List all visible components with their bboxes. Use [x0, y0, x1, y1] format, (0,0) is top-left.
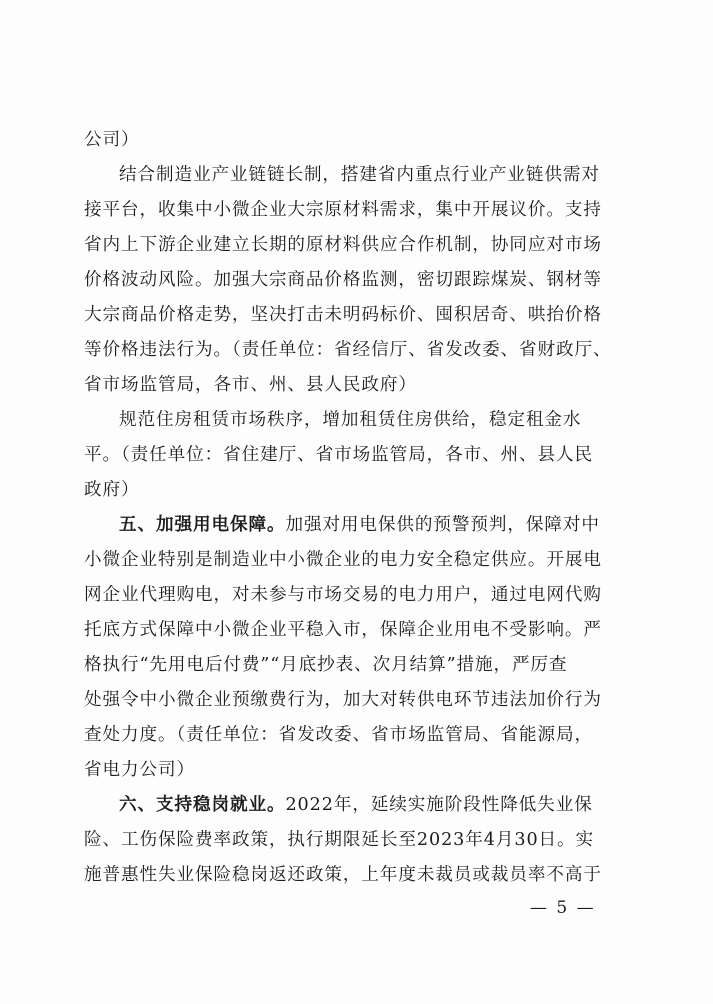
text-line: 施普惠性失业保险稳岗返还政策，上年度未裁员或裁员率不高于	[84, 865, 602, 885]
text-line: 平。（责任单位：省住建厅、省市场监管局，各市、州、县人民	[84, 445, 594, 465]
page-number: — 5 —	[530, 898, 596, 918]
text-line: 省市场监管局，各市、州、县人民政府）	[84, 375, 417, 395]
text-line: 等价格违法行为。（责任单位：省经信厅、省发改委、省财政厅、	[84, 340, 612, 360]
text-line: 格执行“先用电后付费”“月底抄表、次月结算”措施，严厉查	[84, 655, 568, 675]
text-line: 处强令中小微企业预缴费行为，加大对转供电环节违法加价行为	[84, 690, 602, 710]
text-line: 政府）	[84, 480, 140, 500]
text-line: 规范住房租赁市场秩序，增加租赁住房供给，稳定租金水	[119, 410, 582, 430]
section-heading-6: 六、支持稳岗就业。	[119, 795, 286, 815]
text-line: 托底方式保障中小微企业平稳入市，保障企业用电不受影响。严	[84, 620, 602, 640]
section-heading-5: 五、加强用电保障。	[119, 515, 286, 535]
section-heading-5-line	[119, 513, 644, 537]
text-line: 接平台，收集中小微企业大宗原材料需求，集中开展议价。支持	[84, 200, 602, 220]
text-line: 价格波动风险。加强大宗商品价格监测，密切跟踪煤炭、钢材等	[84, 270, 602, 290]
text-line: 省内上下游企业建立长期的原材料供应合作机制，协同应对市场	[84, 235, 602, 255]
text-line: 网企业代理购电，对未参与市场交易的电力用户，通过电网代购	[84, 585, 602, 605]
text-line: 小微企业特别是制造业中小微企业的电力安全稳定供应。开展电	[84, 550, 602, 570]
text-span: 2022年，延续实施阶段性降低失业保	[285, 795, 593, 815]
text-line: 公司）	[84, 130, 140, 150]
section-heading-6-line	[119, 793, 644, 817]
text-line: 省电力公司）	[84, 760, 195, 780]
text-line: 结合制造业产业链链长制，搭建省内重点行业产业链供需对	[119, 165, 600, 185]
text-line: 大宗商品价格走势，坚决打击未明码标价、囤积居奇、哄抬价格	[84, 305, 602, 325]
text-line: 险、工伤保险费率政策，执行期限延长至2023年4月30日。实	[84, 830, 595, 850]
text-span: 加强对用电保供的预警预判，保障对中	[285, 515, 600, 535]
text-line: 查处力度。（责任单位：省发改委、省市场监管局、省能源局，	[84, 725, 594, 745]
